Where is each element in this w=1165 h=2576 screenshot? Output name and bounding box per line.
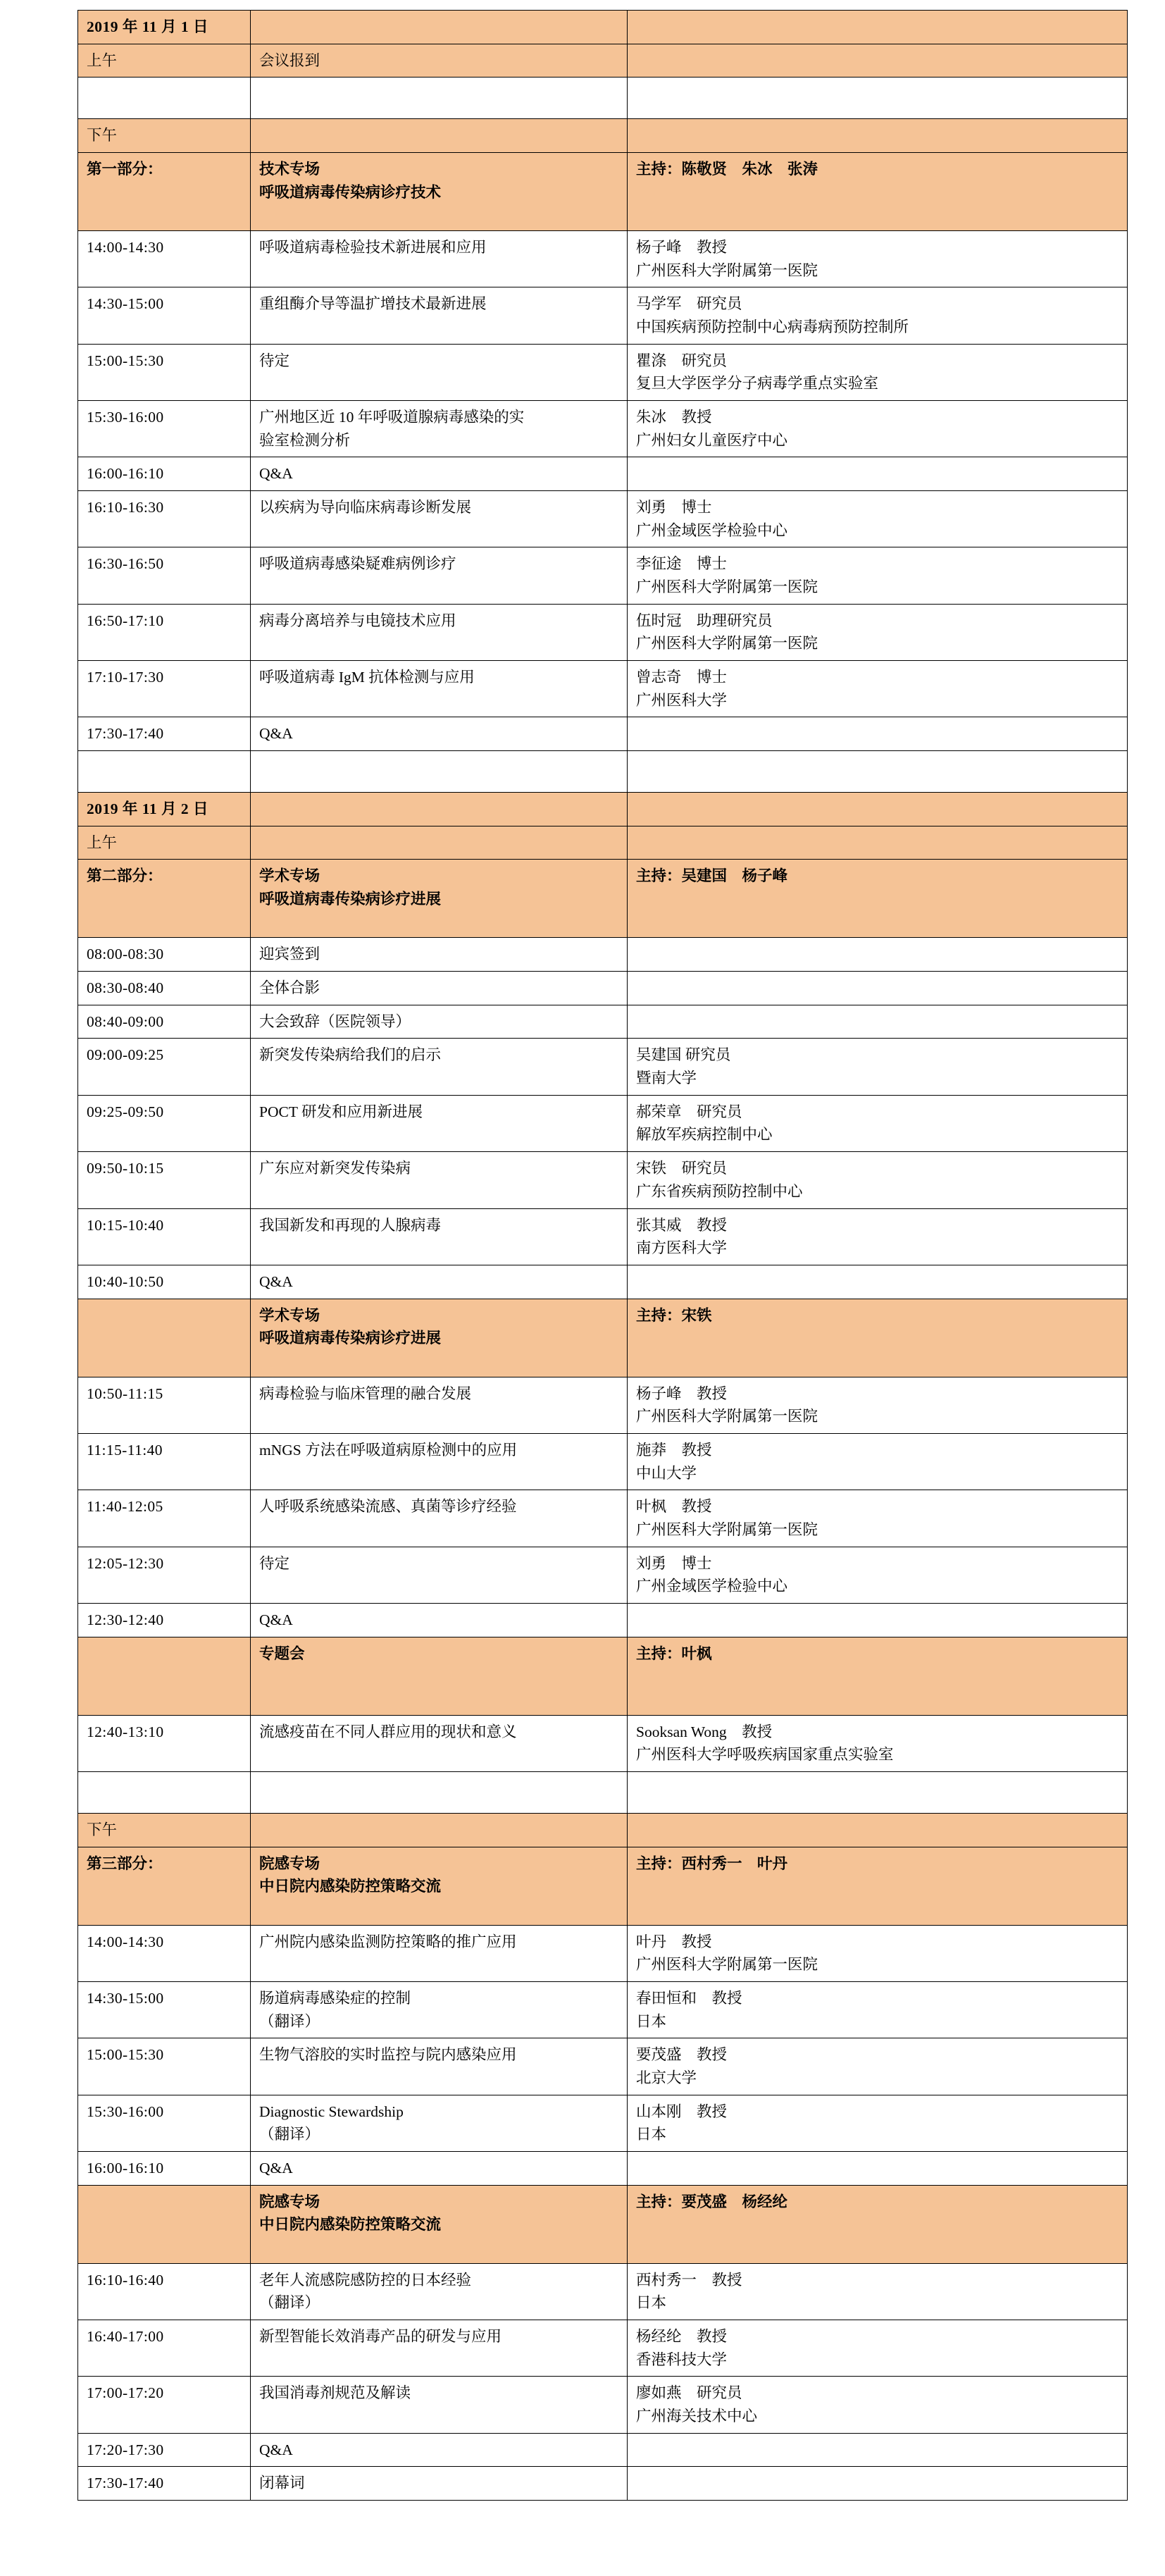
row-time: 10:50-11:15 [78,1377,251,1433]
row-topic: 迎宾签到 [251,938,628,972]
session-chair: 主持：叶枫 [628,1637,1128,1715]
spacer-cell [78,751,251,793]
row-topic: 闭幕词 [251,2467,628,2501]
row-topic: Q&A [251,717,628,751]
session-part-label [78,1637,251,1715]
schedule-row [78,1490,1128,1547]
session-chair: 主持：宋铁 [628,1299,1128,1377]
schedule-row [78,938,1128,972]
row-topic: Q&A [251,1603,628,1637]
period-item [251,119,628,153]
spacer-row [78,751,1128,793]
row-topic: mNGS 方法在呼吸道病原检测中的应用 [251,1433,628,1490]
row-topic: 呼吸道病毒 IgM 抗体检测与应用 [251,661,628,717]
row-time: 09:00-09:25 [78,1039,251,1095]
session-header-row [78,153,1128,231]
row-time: 17:00-17:20 [78,2377,251,2433]
schedule-row [78,1377,1128,1433]
row-topic: Q&A [251,2433,628,2467]
period-item: 会议报到 [251,44,628,78]
period-spacer [628,44,1128,78]
row-speaker [628,1603,1128,1637]
session-title: 院感专场 中日院内感染防控策略交流 [251,1847,628,1925]
row-time: 16:50-17:10 [78,604,251,660]
row-time: 16:00-16:10 [78,457,251,491]
row-speaker: 廖如燕 研究员 广州海关技术中心 [628,2377,1128,2433]
session-part-label [78,1299,251,1377]
schedule-row [78,1208,1128,1265]
row-topic: Q&A [251,457,628,491]
row-topic: 以疾病为导向临床病毒诊断发展 [251,491,628,547]
row-time: 15:30-16:00 [78,401,251,457]
schedule-row [78,547,1128,604]
day-header-row [78,793,1128,826]
session-header-row [78,860,1128,938]
row-topic: 老年人流感院感防控的日本经验 （翻译） [251,2263,628,2320]
session-title: 学术专场 呼吸道病毒传染病诊疗进展 [251,860,628,938]
schedule-row [78,717,1128,751]
session-part-label: 第二部分： [78,860,251,938]
row-topic: 广东应对新突发传染病 [251,1152,628,1208]
row-topic: 我国新发和再现的人腺病毒 [251,1208,628,1265]
row-time: 08:00-08:30 [78,938,251,972]
row-topic: 我国消毒剂规范及解读 [251,2377,628,2433]
schedule-row [78,231,1128,287]
row-speaker: 宋铁 研究员 广东省疾病预防控制中心 [628,1152,1128,1208]
row-speaker: 要茂盛 教授 北京大学 [628,2038,1128,2095]
row-speaker: 施莽 教授 中山大学 [628,1433,1128,1490]
row-topic: 人呼吸系统感染流感、真菌等诊疗经验 [251,1490,628,1547]
schedule-body [78,11,1128,2501]
session-header-row [78,1637,1128,1715]
session-chair: 主持：吴建国 杨子峰 [628,860,1128,938]
row-time: 14:00-14:30 [78,231,251,287]
row-time: 12:05-12:30 [78,1547,251,1603]
row-speaker: 瞿涤 研究员 复旦大学医学分子病毒学重点实验室 [628,344,1128,400]
row-topic: 新型智能长效消毒产品的研发与应用 [251,2320,628,2376]
period-spacer [628,1813,1128,1847]
row-speaker: 伍时冠 助理研究员 广州医科大学附属第一医院 [628,604,1128,660]
row-speaker [628,2467,1128,2501]
row-speaker [628,457,1128,491]
schedule-row [78,2433,1128,2467]
period-item [251,1813,628,1847]
row-time: 17:30-17:40 [78,2467,251,2501]
spacer-cell [251,78,628,119]
row-speaker [628,1005,1128,1039]
period-spacer [628,826,1128,860]
schedule-row [78,1095,1128,1151]
row-time: 09:50-10:15 [78,1152,251,1208]
schedule-row [78,661,1128,717]
schedule-row [78,1005,1128,1039]
row-speaker: 叶枫 教授 广州医科大学附属第一医院 [628,1490,1128,1547]
session-header-row [78,1847,1128,1925]
schedule-row [78,1925,1128,1981]
session-title: 专题会 [251,1637,628,1715]
row-topic: Diagnostic Stewardship （翻译） [251,2095,628,2151]
row-speaker: 朱冰 教授 广州妇女儿童医疗中心 [628,401,1128,457]
schedule-row [78,287,1128,344]
row-speaker: 刘勇 博士 广州金域医学检验中心 [628,1547,1128,1603]
period-label: 上午 [78,44,251,78]
row-time: 14:00-14:30 [78,1925,251,1981]
row-time: 17:10-17:30 [78,661,251,717]
row-speaker [628,2433,1128,2467]
session-chair: 主持：西村秀一 叶丹 [628,1847,1128,1925]
schedule-row [78,491,1128,547]
row-time: 14:30-15:00 [78,1981,251,2038]
schedule-row [78,972,1128,1005]
row-time: 16:00-16:10 [78,2151,251,2185]
session-part-label: 第一部分： [78,153,251,231]
row-speaker [628,972,1128,1005]
row-time: 16:10-16:40 [78,2263,251,2320]
row-time: 16:10-16:30 [78,491,251,547]
row-speaker: 曾志奇 博士 广州医科大学 [628,661,1128,717]
row-speaker: 杨子峰 教授 广州医科大学附属第一医院 [628,231,1128,287]
row-topic: 待定 [251,344,628,400]
session-title: 学术专场 呼吸道病毒传染病诊疗进展 [251,1299,628,1377]
day-header-spacer [251,793,628,826]
row-speaker: 李征途 博士 广州医科大学附属第一医院 [628,547,1128,604]
day-header-row [78,11,1128,44]
row-topic: 生物气溶胶的实时监控与院内感染应用 [251,2038,628,2095]
period-row [78,44,1128,78]
period-item [251,826,628,860]
row-topic: POCT 研发和应用新进展 [251,1095,628,1151]
row-time: 14:30-15:00 [78,287,251,344]
schedule-row [78,1981,1128,2038]
row-time: 11:15-11:40 [78,1433,251,1490]
row-speaker: 杨子峰 教授 广州医科大学附属第一医院 [628,1377,1128,1433]
period-row [78,1813,1128,1847]
schedule-row [78,2377,1128,2433]
spacer-cell [628,78,1128,119]
row-time: 17:20-17:30 [78,2433,251,2467]
row-speaker: 刘勇 博士 广州金域医学检验中心 [628,491,1128,547]
row-speaker: 西村秀一 教授 日本 [628,2263,1128,2320]
day-date: 2019 年 11 月 1 日 [78,11,251,44]
schedule-row [78,1433,1128,1490]
schedule-row [78,2151,1128,2185]
day-date: 2019 年 11 月 2 日 [78,793,251,826]
row-topic: 广州地区近 10 年呼吸道腺病毒感染的实 验室检测分析 [251,401,628,457]
row-topic: 呼吸道病毒感染疑难病例诊疗 [251,547,628,604]
schedule-row [78,1715,1128,1771]
row-time: 15:00-15:30 [78,344,251,400]
row-time: 10:15-10:40 [78,1208,251,1265]
spacer-cell [628,1771,1128,1813]
schedule-row [78,401,1128,457]
conference-schedule-table [77,10,1128,2501]
spacer-row [78,1771,1128,1813]
row-topic: Q&A [251,2151,628,2185]
row-time: 12:30-12:40 [78,1603,251,1637]
day-header-spacer [628,793,1128,826]
row-speaker: 郝荣章 研究员 解放军疾病控制中心 [628,1095,1128,1151]
schedule-row [78,457,1128,491]
spacer-cell [78,1771,251,1813]
row-topic: 病毒分离培养与电镜技术应用 [251,604,628,660]
row-time: 16:30-16:50 [78,547,251,604]
row-speaker [628,938,1128,972]
spacer-cell [251,751,628,793]
schedule-row [78,1603,1128,1637]
session-part-label [78,2185,251,2263]
schedule-row [78,1039,1128,1095]
row-time: 15:00-15:30 [78,2038,251,2095]
session-header-row [78,1299,1128,1377]
row-topic: 病毒检验与临床管理的融合发展 [251,1377,628,1433]
row-speaker: 杨经纶 教授 香港科技大学 [628,2320,1128,2376]
period-row [78,119,1128,153]
row-speaker [628,717,1128,751]
schedule-row [78,2263,1128,2320]
schedule-row [78,2038,1128,2095]
row-time: 11:40-12:05 [78,1490,251,1547]
spacer-cell [628,751,1128,793]
schedule-row [78,1265,1128,1299]
row-topic: 待定 [251,1547,628,1603]
day-header-spacer [251,11,628,44]
row-topic: 广州院内感染监测防控策略的推广应用 [251,1925,628,1981]
session-chair: 主持：要茂盛 杨经纶 [628,2185,1128,2263]
session-title: 院感专场 中日院内感染防控策略交流 [251,2185,628,2263]
spacer-cell [78,78,251,119]
row-topic: 重组酶介导等温扩增技术最新进展 [251,287,628,344]
day-header-spacer [628,11,1128,44]
schedule-row [78,2320,1128,2376]
row-speaker: Sooksan Wong 教授 广州医科大学呼吸疾病国家重点实验室 [628,1715,1128,1771]
period-label: 下午 [78,1813,251,1847]
schedule-row [78,604,1128,660]
row-time: 09:25-09:50 [78,1095,251,1151]
row-topic: 大会致辞（医院领导） [251,1005,628,1039]
row-topic: 新突发传染病给我们的启示 [251,1039,628,1095]
schedule-row [78,2467,1128,2501]
row-speaker: 吴建国 研究员 暨南大学 [628,1039,1128,1095]
row-topic: Q&A [251,1265,628,1299]
row-time: 16:40-17:00 [78,2320,251,2376]
session-header-row [78,2185,1128,2263]
schedule-row [78,2095,1128,2151]
row-speaker: 张其威 教授 南方医科大学 [628,1208,1128,1265]
row-speaker: 马学军 研究员 中国疾病预防控制中心病毒病预防控制所 [628,287,1128,344]
row-speaker: 山本刚 教授 日本 [628,2095,1128,2151]
row-speaker: 春田恒和 教授 日本 [628,1981,1128,2038]
row-speaker [628,2151,1128,2185]
row-time: 08:40-09:00 [78,1005,251,1039]
schedule-row [78,1152,1128,1208]
row-time: 10:40-10:50 [78,1265,251,1299]
row-topic: 全体合影 [251,972,628,1005]
row-time: 15:30-16:00 [78,2095,251,2151]
session-part-label: 第三部分： [78,1847,251,1925]
period-spacer [628,119,1128,153]
row-topic: 肠道病毒感染症的控制 （翻译） [251,1981,628,2038]
row-speaker [628,1265,1128,1299]
spacer-row [78,78,1128,119]
row-time: 08:30-08:40 [78,972,251,1005]
session-chair: 主持：陈敬贤 朱冰 张涛 [628,153,1128,231]
spacer-cell [251,1771,628,1813]
schedule-row [78,1547,1128,1603]
row-topic: 呼吸道病毒检验技术新进展和应用 [251,231,628,287]
period-label: 上午 [78,826,251,860]
session-title: 技术专场 呼吸道病毒传染病诊疗技术 [251,153,628,231]
period-label: 下午 [78,119,251,153]
row-time: 17:30-17:40 [78,717,251,751]
row-topic: 流感疫苗在不同人群应用的现状和意义 [251,1715,628,1771]
period-row [78,826,1128,860]
row-speaker: 叶丹 教授 广州医科大学附属第一医院 [628,1925,1128,1981]
row-time: 12:40-13:10 [78,1715,251,1771]
schedule-row [78,344,1128,400]
